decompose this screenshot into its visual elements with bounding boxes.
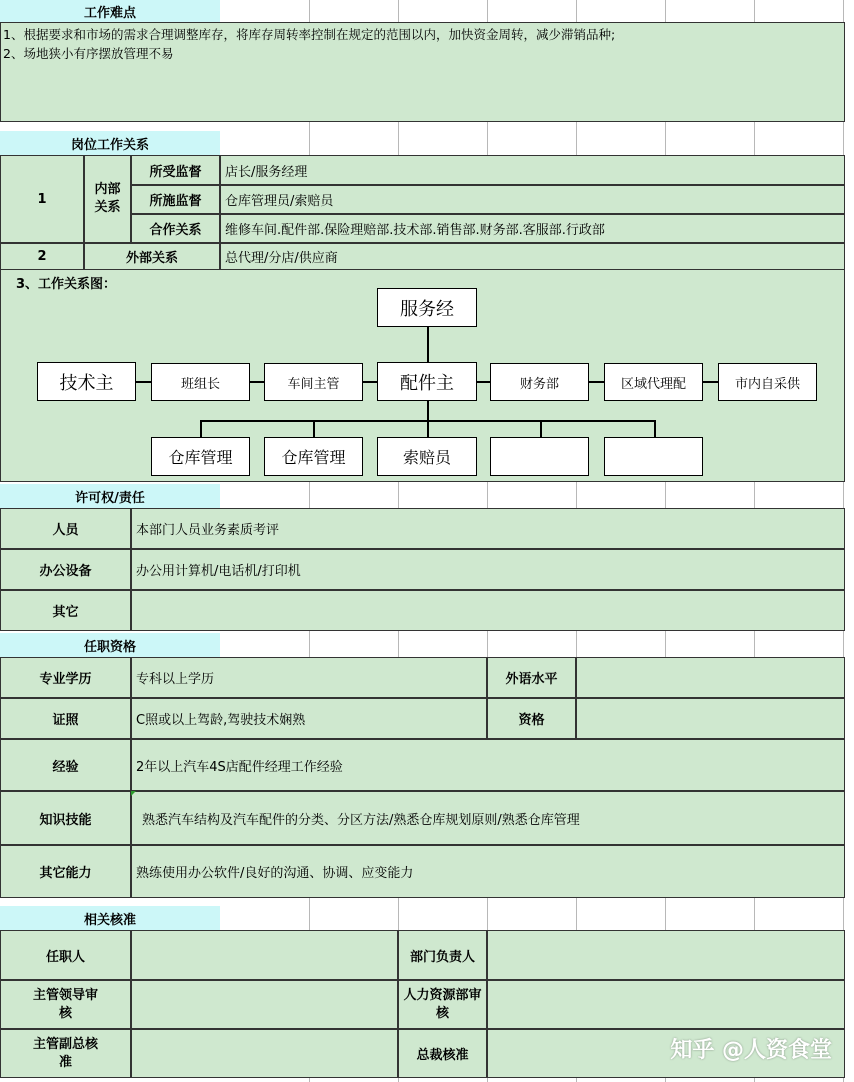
diagram-connector xyxy=(313,420,315,438)
skills-label: 知识技能 xyxy=(0,791,131,845)
vp-value[interactable] xyxy=(131,1029,398,1078)
diagram-top-box: 服务经 xyxy=(377,288,477,327)
internal-relations-label: 内部关系 xyxy=(84,155,131,243)
diagram-bottom-box xyxy=(604,437,703,476)
diagram-middle-box: 财务部 xyxy=(490,363,589,401)
diagram-bottom-box xyxy=(490,437,589,476)
permission-value-personnel: 本部门人员业务素质考评 xyxy=(131,508,845,549)
holder-label: 任职人 xyxy=(0,930,131,980)
watermark: 知乎 @人资食堂 xyxy=(670,1038,832,1063)
external-relations-value: 总代理/分店/供应商 xyxy=(220,243,845,270)
hr-label: 人力资源部审核 xyxy=(398,980,487,1029)
education-label: 专业学历 xyxy=(0,657,131,698)
ceo-label: 总裁核准 xyxy=(398,1029,487,1078)
hr-value[interactable] xyxy=(487,980,845,1029)
diagram-title: 3、工作关系图： xyxy=(16,277,117,292)
education-value: 专科以上学历 xyxy=(131,657,487,698)
language-value xyxy=(576,657,845,698)
diagram-connector xyxy=(427,420,429,438)
dept-head-value[interactable] xyxy=(487,930,845,980)
permission-label-personnel: 人员 xyxy=(0,508,131,549)
difficulty-header: 工作难点 xyxy=(0,0,220,22)
diagram-connector xyxy=(427,401,429,421)
permission-value-equipment: 办公用计算机/电话机/打印机 xyxy=(131,549,845,590)
supervisor-value[interactable] xyxy=(131,980,398,1029)
diagram-middle-box: 车间主管 xyxy=(264,363,363,401)
qualification-label: 资格 xyxy=(487,698,576,739)
diagram-bottom-box: 仓库管理 xyxy=(264,437,363,476)
dept-head-label: 部门负责人 xyxy=(398,930,487,980)
relation-row-1-number: 1 xyxy=(0,155,84,243)
permissions-header: 许可权/责任 xyxy=(0,484,220,508)
diagram-connector xyxy=(654,420,656,438)
supervised-value: 店长/服务经理 xyxy=(220,155,845,185)
supervisor-label: 主管领导审核 xyxy=(0,980,131,1029)
diagram-bottom-box: 索赔员 xyxy=(377,437,477,476)
supervising-value: 仓库管理员/索赔员 xyxy=(220,185,845,214)
cooperation-label: 合作关系 xyxy=(131,214,220,243)
certificate-value: C照或以上驾龄,驾驶技术娴熟 xyxy=(131,698,487,739)
permission-value-other xyxy=(131,590,845,631)
relation-row-2-number: 2 xyxy=(0,243,84,270)
supervising-label: 所施监督 xyxy=(131,185,220,214)
diagram-middle-box: 区域代理配 xyxy=(604,363,703,401)
language-label: 外语水平 xyxy=(487,657,576,698)
diagram-middle-box: 技术主 xyxy=(37,362,136,401)
permission-label-other: 其它 xyxy=(0,590,131,631)
other-ability-value: 熟练使用办公软件/良好的沟通、协调、应变能力 xyxy=(131,845,845,898)
skills-value: 熟悉汽车结构及汽车配件的分类、分区方法/熟悉仓库规划原则/熟悉仓库管理 xyxy=(131,791,845,845)
other-ability-label: 其它能力 xyxy=(0,845,131,898)
diagram-middle-box: 配件主 xyxy=(377,362,477,401)
qualification-value xyxy=(576,698,845,739)
supervised-label: 所受监督 xyxy=(131,155,220,185)
diagram-middle-box: 班组长 xyxy=(151,363,250,401)
diagram-connector xyxy=(427,327,429,363)
diagram-bottom-box: 仓库管理 xyxy=(151,437,250,476)
experience-value: 2年以上汽车4S店配件经理工作经验 xyxy=(131,739,845,791)
difficulty-line-1: 1、根据要求和市场的需求合理调整库存，将库存周转率控制在规定的范围以内，加快资金周转，减少滞销品种; xyxy=(3,27,616,42)
cooperation-value: 维修车间.配件部.保险理赔部.技术部.销售部.财务部.客服部.行政部 xyxy=(220,214,845,243)
qualifications-header: 任职资格 xyxy=(0,633,220,657)
diagram-connector xyxy=(540,420,542,438)
diagram-connector xyxy=(200,420,202,438)
approval-header: 相关核准 xyxy=(0,906,220,930)
holder-value[interactable] xyxy=(131,930,398,980)
certificate-label: 证照 xyxy=(0,698,131,739)
experience-label: 经验 xyxy=(0,739,131,791)
permission-label-equipment: 办公设备 xyxy=(0,549,131,590)
difficulty-box xyxy=(0,22,845,122)
difficulty-line-2: 2、场地狭小有序摆放管理不易 xyxy=(3,46,174,61)
diagram-middle-box: 市内自采供 xyxy=(718,363,817,401)
cell-comment-marker xyxy=(131,791,136,796)
vp-label: 主管副总核准 xyxy=(0,1029,131,1078)
relations-header: 岗位工作关系 xyxy=(0,131,220,155)
external-relations-label: 外部关系 xyxy=(84,243,220,270)
